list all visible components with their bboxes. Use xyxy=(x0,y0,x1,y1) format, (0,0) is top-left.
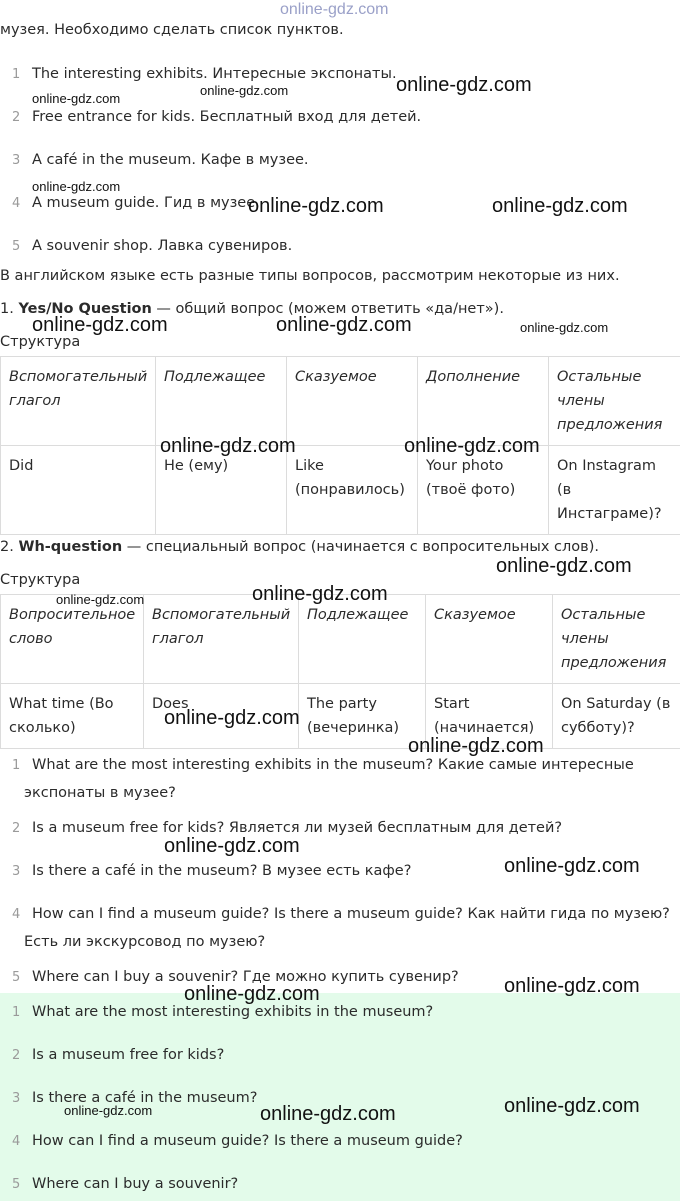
yesno-structure-label: Структура xyxy=(0,334,81,350)
list-number: 3 xyxy=(12,864,21,879)
list-item xyxy=(0,820,562,836)
watermark: online-gdz.com xyxy=(64,1103,153,1118)
list-item xyxy=(0,757,634,773)
list-item-text: A souvenir shop. Лавка сувениров. xyxy=(32,238,293,254)
table-header-cell: Вопросительное слово xyxy=(1,595,144,684)
list-number: 4 xyxy=(12,1134,21,1149)
table-header-cell: Сказуемое xyxy=(287,357,418,446)
watermark: online-gdz.com xyxy=(260,1103,396,1125)
table-header-cell: Остальные члены предложения xyxy=(553,595,680,684)
watermark: online-gdz.com xyxy=(404,435,540,457)
wh-description: — специальный вопрос (начинается с вопросительных слов). xyxy=(122,539,599,555)
table-cell: The party (вечеринка) xyxy=(299,684,426,749)
list-number: 2 xyxy=(12,110,21,125)
list-item-text: What are the most interesting exhibits in the museum? Какие самые интересные xyxy=(32,757,634,773)
list-item xyxy=(0,1176,238,1192)
table-cell: He (ему) xyxy=(156,446,287,535)
list-item-text: Where can I buy a souvenir? xyxy=(32,1176,239,1192)
list-number: 1 xyxy=(12,67,21,82)
list-number: 1 xyxy=(12,1005,21,1020)
watermark: online-gdz.com xyxy=(492,195,628,217)
watermark: online-gdz.com xyxy=(56,592,145,607)
table-cell: Your photo (твоё фото) xyxy=(418,446,549,535)
list-number: 5 xyxy=(12,239,21,254)
list-item-text: A café in the museum. Кафе в музее. xyxy=(32,152,309,168)
list-item-text: How can I find a museum guide? Is there a museum guide? xyxy=(32,1133,463,1149)
list-item xyxy=(0,1004,433,1020)
watermark: online-gdz.com xyxy=(200,83,289,98)
list-number: 2 xyxy=(12,1048,21,1063)
table-header-cell: Дополнение xyxy=(418,357,549,446)
list-item-text: Is a museum free for kids? xyxy=(32,1047,225,1063)
table-header-row xyxy=(1,595,680,684)
table-cell: Does xyxy=(144,684,299,749)
watermark: online-gdz.com xyxy=(248,195,384,217)
table-cell: On Saturday (в субботу)? xyxy=(553,684,680,749)
wh-heading xyxy=(0,539,599,555)
table-cell: On Instagram (в Инстаграме)? xyxy=(549,446,680,535)
yesno-table xyxy=(0,356,680,535)
watermark: online-gdz.com xyxy=(520,320,609,335)
watermark: online-gdz.com xyxy=(408,735,544,757)
watermark: online-gdz.com xyxy=(32,179,121,194)
watermark: online-gdz.com xyxy=(32,91,121,106)
watermark: online-gdz.com xyxy=(160,435,296,457)
list-item-text: What are the most interesting exhibits in the museum? xyxy=(32,1004,434,1020)
watermark: online-gdz.com xyxy=(184,983,320,1005)
table-header-cell: Сказуемое xyxy=(426,595,553,684)
table-cell: Like (понравилось) xyxy=(287,446,418,535)
list-item xyxy=(0,109,421,125)
list-item-text: How can I find a museum guide? Is there a museum guide? Как найти гида по музею? xyxy=(32,906,670,922)
list-item-text: Where can I buy a souvenir? Где можно купить сувенир? xyxy=(32,969,459,985)
list-number: 5 xyxy=(12,970,21,985)
table-row xyxy=(1,684,680,749)
watermark: online-gdz.com xyxy=(252,583,388,605)
list-number: 4 xyxy=(12,196,21,211)
table-header-cell: Подлежащее xyxy=(299,595,426,684)
list-item xyxy=(0,1047,224,1063)
list-number: 2 xyxy=(12,821,21,836)
list-number: 5 xyxy=(12,1177,21,1192)
watermark: online-gdz.com xyxy=(496,555,632,577)
watermark: online-gdz.com xyxy=(396,74,532,96)
watermark: online-gdz.com xyxy=(164,835,300,857)
list-number: 1 xyxy=(12,758,21,773)
top-watermark: online-gdz.com xyxy=(280,1,389,18)
list-item xyxy=(0,195,260,211)
table-header-cell: Остальные члены предложения xyxy=(549,357,680,446)
list-item xyxy=(0,906,670,922)
list-item xyxy=(0,66,397,82)
list-number: 3 xyxy=(12,153,21,168)
table-header-cell: Вспомогательный глагол xyxy=(1,357,156,446)
watermark: online-gdz.com xyxy=(504,1095,640,1117)
list-item xyxy=(0,863,411,879)
intro-text: музея. Необходимо сделать список пунктов. xyxy=(0,22,344,38)
wh-table xyxy=(0,594,680,749)
list-item-continuation: экспонаты в музее? xyxy=(24,785,176,801)
list-item xyxy=(0,238,292,254)
types-intro: В английском языке есть разные типы вопросов, рассмотрим некоторые из них. xyxy=(0,268,620,284)
yesno-title: Yes/No Question xyxy=(18,301,152,317)
table-cell: Did xyxy=(1,446,156,535)
list-item-text: The interesting exhibits. Интересные экспонаты. xyxy=(32,66,397,82)
list-number: 3 xyxy=(12,1091,21,1106)
watermark: online-gdz.com xyxy=(32,314,168,336)
watermark: online-gdz.com xyxy=(504,975,640,997)
yesno-description: — общий вопрос (можем ответить «да/нет»). xyxy=(151,301,504,317)
wh-structure-label: Структура xyxy=(0,572,81,588)
table-header-row xyxy=(1,357,680,446)
wh-prefix: 2. xyxy=(0,539,19,555)
watermark: online-gdz.com xyxy=(504,855,640,877)
yesno-prefix: 1. xyxy=(0,301,19,317)
wh-title: Wh-question xyxy=(18,539,123,555)
list-item xyxy=(0,1133,463,1149)
list-item xyxy=(0,152,309,168)
list-item-text: A museum guide. Гид в музее. xyxy=(32,195,260,211)
list-item-text: Free entrance for kids. Бесплатный вход для детей. xyxy=(32,109,422,125)
table-cell: Start (начинается) xyxy=(426,684,553,749)
list-item-continuation: Есть ли экскурсовод по музею? xyxy=(24,934,266,950)
watermark: online-gdz.com xyxy=(276,314,412,336)
list-item-text: Is a museum free for kids? Является ли музей бесплатным для детей? xyxy=(32,820,563,836)
table-cell: What time (Во сколько) xyxy=(1,684,144,749)
table-header-cell: Подлежащее xyxy=(156,357,287,446)
list-item-text: Is there a café in the museum? xyxy=(32,1090,258,1106)
watermark: online-gdz.com xyxy=(164,707,300,729)
table-header-cell: Вспомогательный глагол xyxy=(144,595,299,684)
table-row xyxy=(1,446,680,535)
list-number: 4 xyxy=(12,907,21,922)
list-item-text: Is there a café in the museum? В музее есть кафе? xyxy=(32,863,412,879)
